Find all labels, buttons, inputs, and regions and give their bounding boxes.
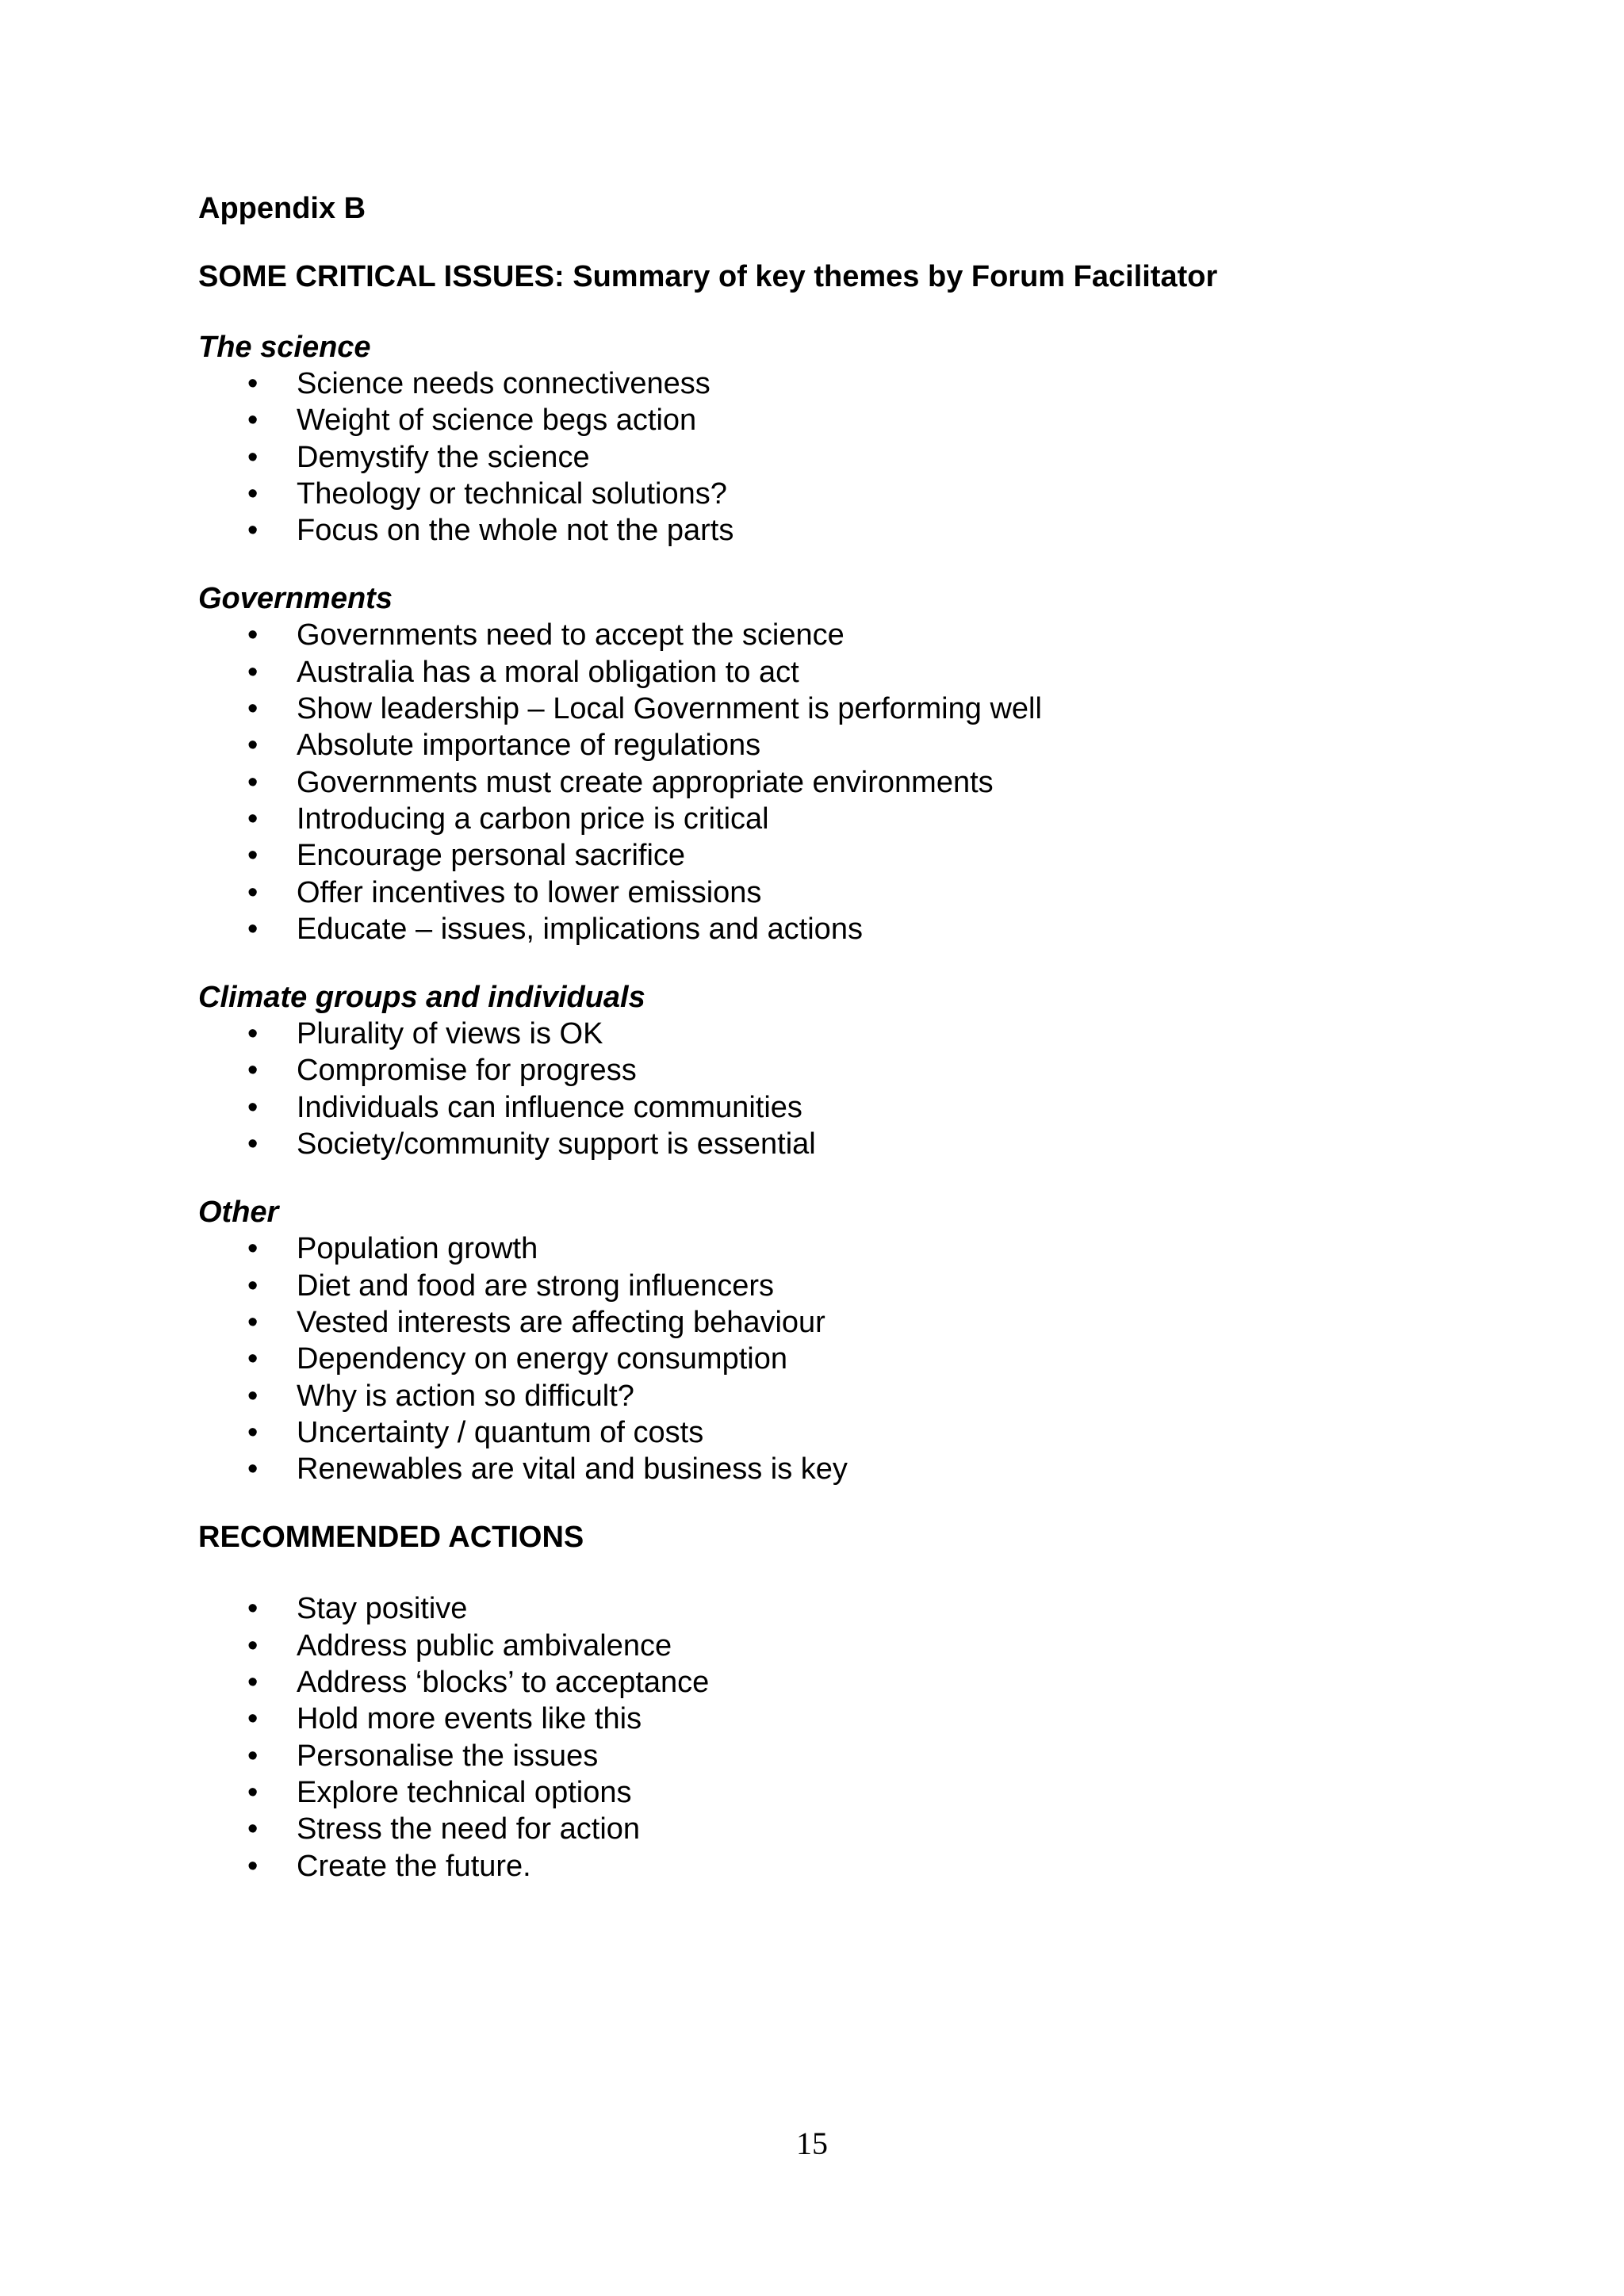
bullet-icon: •	[247, 765, 259, 799]
list-item: • Educate – issues, implications and actions	[198, 911, 1467, 947]
bullet-icon: •	[247, 729, 259, 763]
list-item: • Demystify the science	[198, 439, 1467, 476]
bullet-icon: •	[247, 1269, 259, 1303]
section-heading-governments: Governments	[198, 582, 393, 616]
list-item: • Society/community support is essential	[198, 1126, 1467, 1162]
bullet-icon: •	[247, 1452, 259, 1487]
list-item: • Weight of science begs action	[198, 402, 1467, 438]
list-item: • Governments must create appropriate environments	[198, 764, 1467, 801]
list-item: • Introducing a carbon price is critical	[198, 801, 1467, 837]
bullet-icon: •	[247, 514, 259, 548]
bullet-icon: •	[247, 1305, 259, 1339]
list-item: • Diet and food are strong influencers	[198, 1268, 1467, 1304]
list-item: • Vested interests are affecting behaviour	[198, 1304, 1467, 1341]
bullet-icon: •	[247, 655, 259, 689]
list-item: • Governments need to accept the science	[198, 617, 1467, 653]
bullet-icon: •	[247, 802, 259, 836]
bullet-icon: •	[247, 1849, 259, 1883]
list-item: • Population growth	[198, 1230, 1467, 1267]
list-item: • Personalise the issues	[198, 1738, 1467, 1774]
appendix-title: Appendix B	[198, 192, 366, 225]
bullet-icon: •	[247, 1379, 259, 1413]
section-heading-other: Other	[198, 1196, 279, 1230]
list-item: • Plurality of views is OK	[198, 1016, 1467, 1052]
bullet-icon: •	[247, 1628, 259, 1663]
bullet-icon: •	[247, 440, 259, 474]
bullet-icon: •	[247, 875, 259, 909]
bullet-icon: •	[247, 1054, 259, 1088]
section-heading-climate-groups: Climate groups and individuals	[198, 981, 645, 1015]
list-item: • Stay positive	[198, 1590, 1467, 1627]
bullet-icon: •	[247, 912, 259, 946]
bullet-icon: •	[247, 1127, 259, 1161]
list-item: • Stress the need for action	[198, 1811, 1467, 1847]
list-item: • Create the future.	[198, 1848, 1467, 1885]
bullet-icon: •	[247, 404, 259, 438]
bullet-icon: •	[247, 367, 259, 400]
page-content	[198, 190, 1467, 1916]
bullet-icon: •	[247, 839, 259, 873]
bullet-icon: •	[247, 1232, 259, 1266]
list-item: • Absolute importance of regulations	[198, 727, 1467, 763]
list-item: • Focus on the whole not the parts	[198, 512, 1467, 549]
bullet-icon: •	[247, 1017, 259, 1051]
bullet-icon: •	[247, 1702, 259, 1736]
list-item: • Offer incentives to lower emissions	[198, 874, 1467, 911]
bullet-icon: •	[247, 1812, 259, 1846]
science-list	[198, 365, 1467, 549]
list-item: • Dependency on energy consumption	[198, 1341, 1467, 1377]
recommended-actions-list	[198, 1590, 1467, 1884]
recommended-actions-heading: RECOMMENDED ACTIONS	[198, 1521, 584, 1555]
page-number: 15	[796, 2126, 828, 2161]
bullet-icon: •	[247, 1342, 259, 1376]
bullet-icon: •	[247, 1739, 259, 1773]
list-item: • Renewables are vital and business is key	[198, 1451, 1467, 1487]
climate-groups-list	[198, 1016, 1467, 1162]
section-heading-science: The science	[198, 331, 371, 364]
bullet-icon: •	[247, 1775, 259, 1809]
document-heading: SOME CRITICAL ISSUES: Summary of key themes by Forum Facilitator	[198, 260, 1218, 293]
list-item: • Individuals can influence communities	[198, 1089, 1467, 1126]
list-item: • Explore technical options	[198, 1774, 1467, 1811]
list-item: • Theology or technical solutions?	[198, 476, 1467, 512]
bullet-icon: •	[247, 692, 259, 726]
list-item: • Compromise for progress	[198, 1052, 1467, 1089]
list-item: • Address ‘blocks’ to acceptance	[198, 1664, 1467, 1701]
list-item: • Hold more events like this	[198, 1701, 1467, 1737]
list-item: • Science needs connectiveness	[198, 365, 1467, 402]
bullet-icon: •	[247, 1592, 259, 1626]
bullet-icon: •	[247, 1415, 259, 1449]
list-item: • Australia has a moral obligation to act	[198, 654, 1467, 691]
list-item: • Encourage personal sacrifice	[198, 837, 1467, 874]
bullet-icon: •	[247, 1090, 259, 1124]
list-item: • Address public ambivalence	[198, 1628, 1467, 1664]
list-item: • Show leadership – Local Government is performing well	[198, 691, 1467, 727]
bullet-icon: •	[247, 1666, 259, 1700]
governments-list	[198, 617, 1467, 947]
list-item: • Why is action so difficult?	[198, 1378, 1467, 1414]
other-list	[198, 1230, 1467, 1487]
bullet-icon: •	[247, 476, 259, 511]
bullet-icon: •	[247, 618, 259, 652]
list-item: • Uncertainty / quantum of costs	[198, 1414, 1467, 1451]
